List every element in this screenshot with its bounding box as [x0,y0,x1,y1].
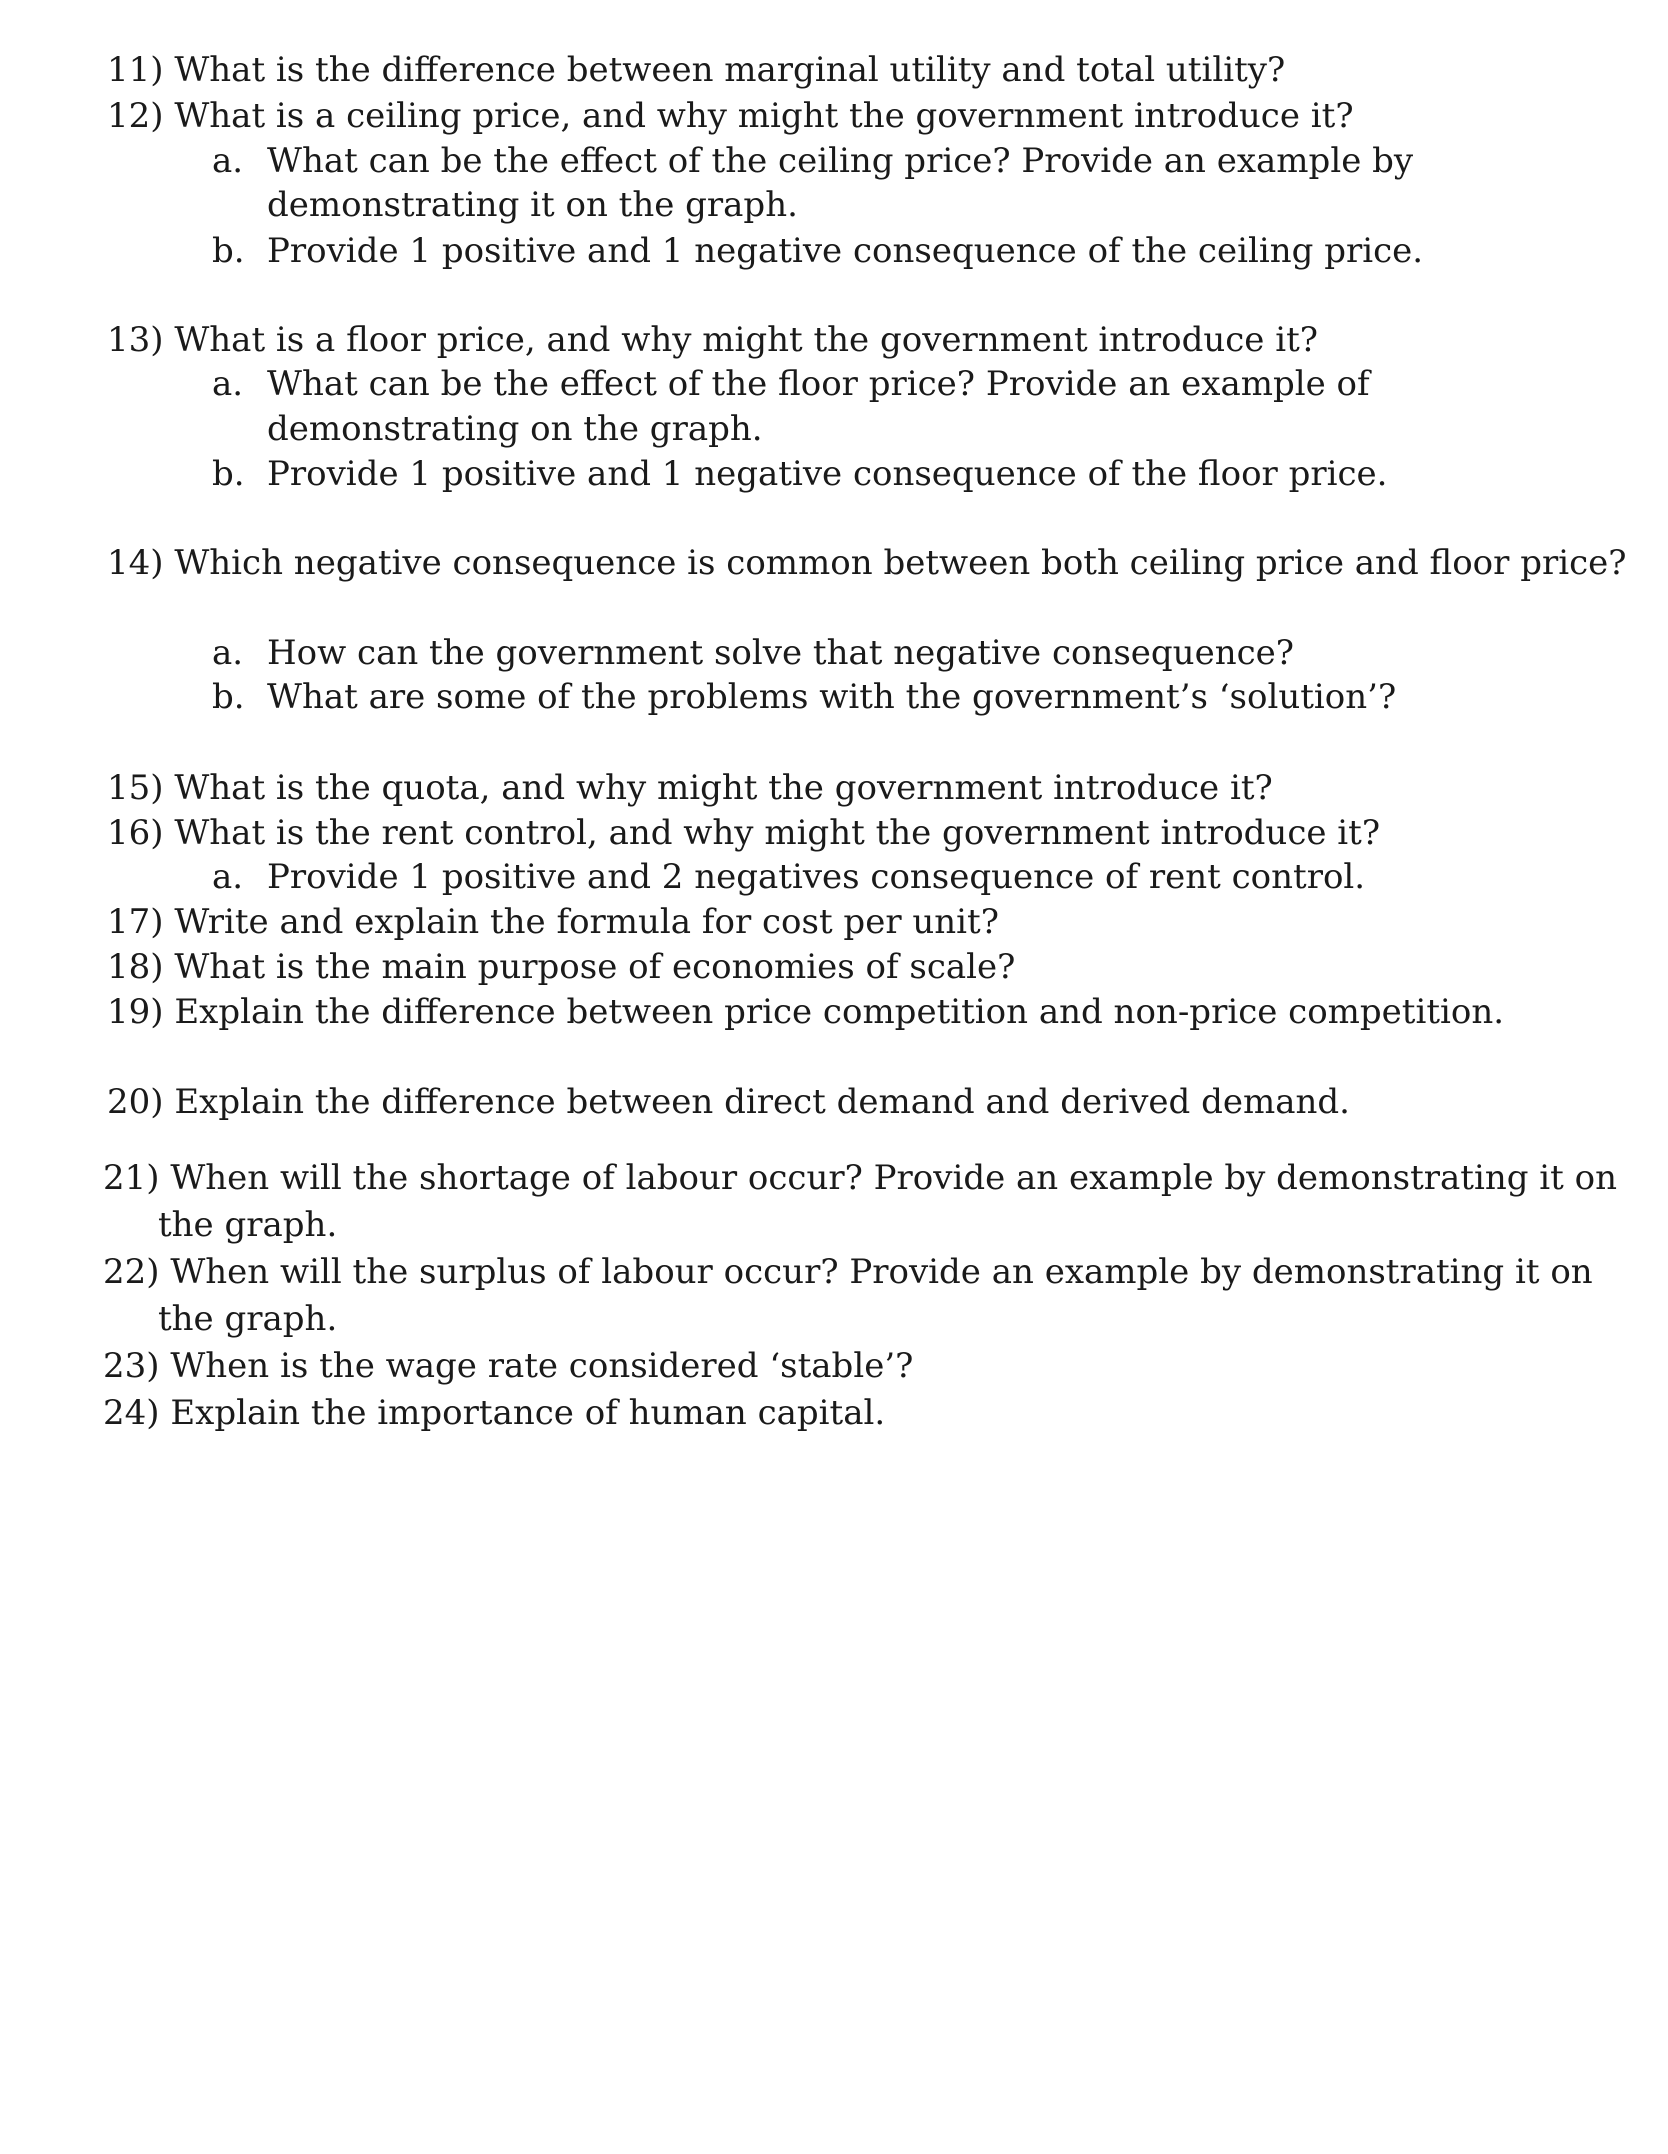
question-16a-label: a. [212,857,244,897]
question-13a-line1: What can be the effect of the floor price? Provide an example of [267,364,1370,404]
question-11: 11) What is the difference between marginal utility and total utility? [107,50,1286,90]
question-14a-label: a. [212,633,244,673]
question-12a-label: a. [212,141,244,181]
question-16a: Provide 1 positive and 2 negatives consequence of rent control. [267,857,1366,897]
question-12b: Provide 1 positive and 1 negative consequence of the ceiling price. [267,231,1424,271]
question-20: 20) Explain the difference between direct demand and derived demand. [107,1082,1350,1122]
question-14a: How can the government solve that negative consequence? [267,633,1294,673]
question-14b-label: b. [212,677,245,717]
question-21-line2: the graph. [158,1205,338,1245]
question-13: 13) What is a floor price, and why might the government introduce it? [107,320,1318,360]
question-12: 12) What is a ceiling price, and why might the government introduce it? [107,96,1354,136]
question-12b-label: b. [212,231,245,271]
question-22-line1: 22) When will the surplus of labour occur? Provide an example by demonstrating it on [103,1252,1593,1292]
question-13b: Provide 1 positive and 1 negative consequence of the floor price. [267,454,1388,494]
question-12a-line2: demonstrating it on the graph. [267,185,798,225]
question-13b-label: b. [212,454,245,494]
question-23: 23) When is the wage rate considered ‘stable’? [103,1346,914,1386]
question-14: 14) Which negative consequence is common between both ceiling price and floor price? [107,543,1627,583]
question-12a-line1: What can be the effect of the ceiling price? Provide an example by [267,141,1414,181]
question-13a-label: a. [212,364,244,404]
question-13a-line2: demonstrating on the graph. [267,409,763,449]
question-22-line2: the graph. [158,1299,338,1339]
question-16: 16) What is the rent control, and why might the government introduce it? [107,813,1381,853]
question-17: 17) Write and explain the formula for cost per unit? [107,902,999,942]
question-18: 18) What is the main purpose of economies of scale? [107,947,1016,987]
question-14b: What are some of the problems with the government’s ‘solution’? [267,677,1397,717]
question-24: 24) Explain the importance of human capital. [103,1393,886,1433]
question-19: 19) Explain the difference between price competition and non-price competition. [107,992,1505,1032]
question-15: 15) What is the quota, and why might the government introduce it? [107,768,1273,808]
question-21-line1: 21) When will the shortage of labour occur? Provide an example by demonstrating it on [103,1158,1618,1198]
